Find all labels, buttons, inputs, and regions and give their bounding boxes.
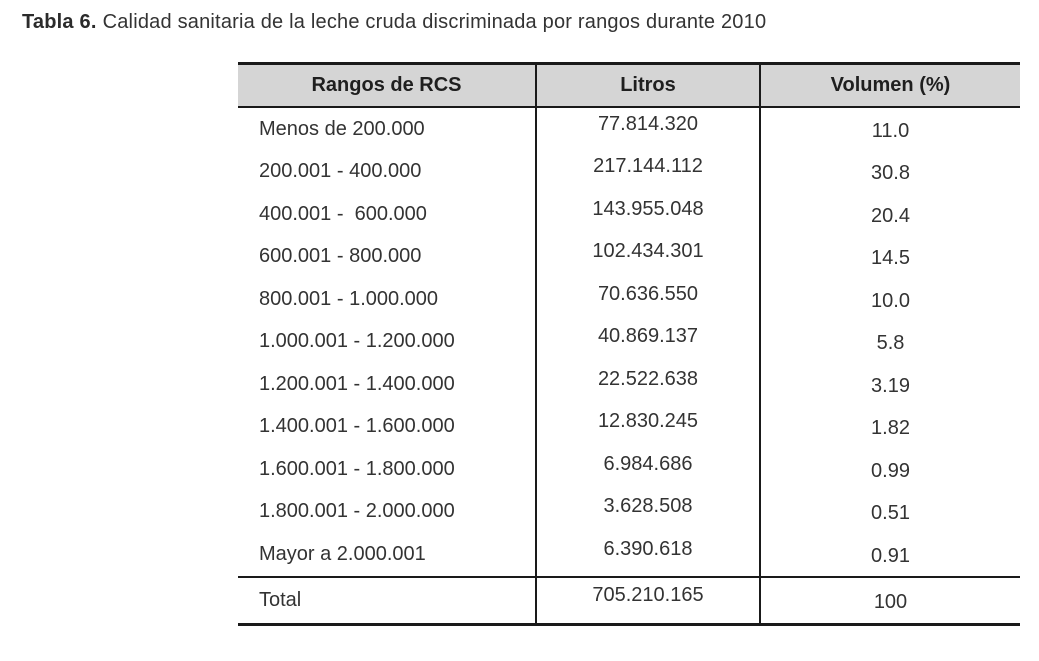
cell-litros-value: 40.869.137 — [597, 325, 699, 348]
table-caption-label: Tabla 6. — [22, 11, 97, 33]
cell-litros-value: 22.522.638 — [597, 367, 699, 390]
cell-volumen — [760, 406, 1020, 449]
cell-rango: 1.800.001 - 2.000.000 — [238, 491, 536, 534]
total-row — [238, 577, 1020, 625]
table-row — [238, 278, 1020, 321]
table-row — [238, 363, 1020, 406]
cell-litros-value: 77.814.320 — [597, 112, 699, 135]
cell-litros — [536, 491, 760, 534]
header-rangos-rcs: Rangos de RCS — [238, 64, 536, 108]
cell-litros-value: 143.955.048 — [592, 197, 704, 220]
table-row — [238, 236, 1020, 279]
cell-rango: 1.000.001 - 1.200.000 — [238, 321, 536, 364]
table-row — [238, 491, 1020, 534]
table-row — [238, 448, 1020, 491]
cell-rango: Menos de 200.000 — [238, 107, 536, 151]
cell-volumen-value: 1.82 — [871, 417, 910, 440]
cell-rango: 800.001 - 1.000.000 — [238, 278, 536, 321]
cell-volumen — [760, 321, 1020, 364]
cell-volumen — [760, 236, 1020, 279]
cell-litros — [536, 151, 760, 194]
cell-litros — [536, 406, 760, 449]
total-litros — [536, 577, 760, 625]
cell-volumen — [760, 193, 1020, 236]
cell-litros-value: 6.984.686 — [603, 452, 693, 475]
cell-rango: 600.001 - 800.000 — [238, 236, 536, 279]
cell-rango: 1.400.001 - 1.600.000 — [238, 406, 536, 449]
cell-volumen-value: 3.19 — [871, 374, 910, 397]
cell-rango: 1.200.001 - 1.400.000 — [238, 363, 536, 406]
cell-volumen — [760, 363, 1020, 406]
data-table — [238, 62, 1020, 626]
cell-rango: Mayor a 2.000.001 — [238, 533, 536, 577]
cell-volumen — [760, 491, 1020, 534]
total-volumen — [760, 577, 1020, 625]
cell-volumen-value: 5.8 — [876, 332, 905, 355]
cell-volumen-value: 10.0 — [871, 289, 910, 312]
table-row — [238, 321, 1020, 364]
cell-litros — [536, 321, 760, 364]
cell-volumen-value: 14.5 — [871, 247, 910, 270]
cell-rango: 1.600.001 - 1.800.000 — [238, 448, 536, 491]
cell-litros-value: 3.628.508 — [603, 495, 693, 518]
header-litros: Litros — [536, 64, 760, 108]
table-row — [238, 533, 1020, 577]
cell-litros — [536, 448, 760, 491]
cell-litros-value: 6.390.618 — [603, 537, 693, 560]
cell-litros-value: 217.144.112 — [593, 155, 703, 178]
cell-volumen-value: 30.8 — [871, 162, 910, 185]
cell-volumen-value: 0.99 — [871, 459, 910, 482]
cell-volumen-value: 20.4 — [871, 204, 910, 227]
cell-litros — [536, 278, 760, 321]
cell-litros-value: 70.636.550 — [597, 282, 699, 305]
cell-litros — [536, 107, 760, 151]
cell-litros — [536, 236, 760, 279]
table-caption — [22, 11, 766, 34]
cell-rango: 200.001 - 400.000 — [238, 151, 536, 194]
cell-volumen — [760, 151, 1020, 194]
cell-volumen-value: 0.91 — [871, 544, 910, 567]
table-row — [238, 406, 1020, 449]
cell-volumen — [760, 448, 1020, 491]
total-label: Total — [238, 577, 536, 625]
table-row — [238, 193, 1020, 236]
cell-litros — [536, 533, 760, 577]
table-row — [238, 151, 1020, 194]
table-body — [238, 107, 1020, 577]
total-litros-value: 705.210.165 — [592, 583, 704, 606]
total-volumen-value: 100 — [873, 590, 908, 613]
cell-volumen — [760, 107, 1020, 151]
cell-volumen — [760, 278, 1020, 321]
table-caption-text: Calidad sanitaria de la leche cruda discriminada por rangos durante 2010 — [102, 11, 767, 33]
cell-volumen — [760, 533, 1020, 577]
cell-volumen-value: 11.0 — [871, 119, 910, 142]
cell-litros — [536, 193, 760, 236]
cell-volumen-value: 0.51 — [871, 502, 910, 525]
cell-litros — [536, 363, 760, 406]
cell-rango: 400.001 - 600.000 — [238, 193, 536, 236]
header-volumen-pct: Volumen (%) — [760, 64, 1020, 108]
cell-litros-value: 102.434.301 — [592, 240, 704, 263]
cell-litros-value: 12.830.245 — [597, 410, 699, 433]
table-row — [238, 107, 1020, 151]
header-row — [238, 64, 1020, 108]
